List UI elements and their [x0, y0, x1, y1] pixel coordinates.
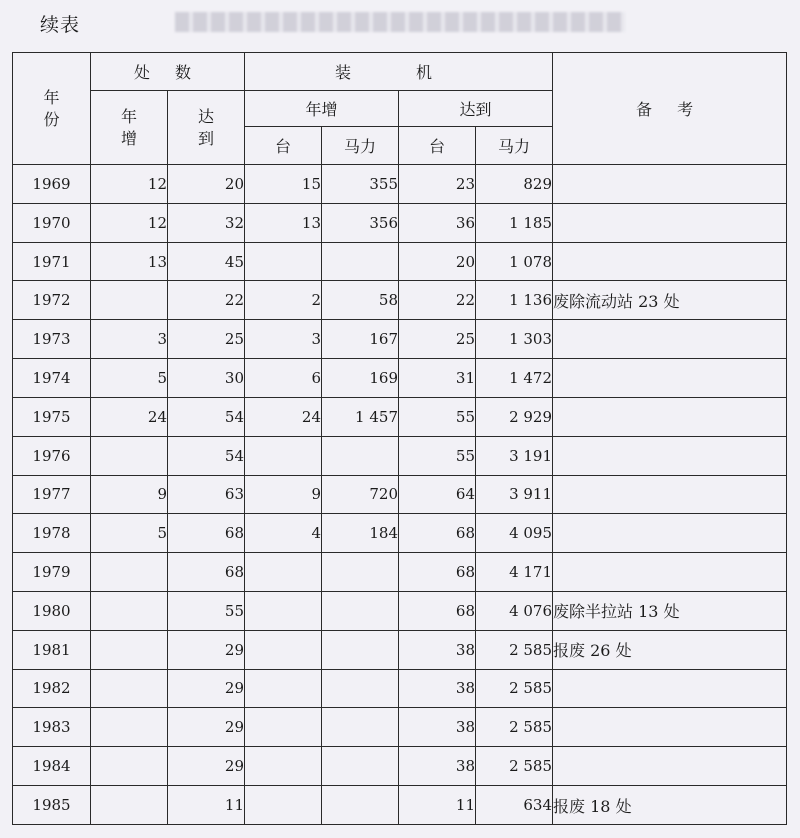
cell-cs-da-dao: 29: [168, 708, 245, 747]
cell-note: [553, 747, 787, 786]
header-nz-tai: 台: [245, 127, 322, 165]
cell-cs-nian-zeng: 5: [91, 359, 168, 398]
cell-cs-nian-zeng: [91, 786, 168, 825]
cell-year: 1970: [13, 203, 91, 242]
cell-note: 报废 26 处: [553, 630, 787, 669]
header-cs-da-dao: 达 到: [168, 91, 245, 165]
cell-cs-da-dao: 32: [168, 203, 245, 242]
table-row: [13, 514, 787, 553]
cell-cs-da-dao: 25: [168, 320, 245, 359]
cell-cs-da-dao: 63: [168, 475, 245, 514]
cell-note: [553, 165, 787, 204]
header-zhuang-ji: 装 机: [245, 53, 553, 91]
cell-note: 废除流动站 23 处: [553, 281, 787, 320]
cell-cs-da-dao: 29: [168, 669, 245, 708]
cell-cs-nian-zeng: [91, 436, 168, 475]
cell-note: [553, 475, 787, 514]
table-row: [13, 397, 787, 436]
header-year: 年 份: [13, 53, 91, 165]
cell-dd-tai: 64: [399, 475, 476, 514]
cell-nz-tai: [245, 242, 322, 281]
cell-dd-tai: 36: [399, 203, 476, 242]
cell-year: 1982: [13, 669, 91, 708]
cell-nz-ma-li: 356: [322, 203, 399, 242]
cell-nz-tai: [245, 553, 322, 592]
cell-year: 1981: [13, 630, 91, 669]
header-zj-nian-zeng: 年增: [245, 91, 399, 127]
cell-dd-ma-li: 2 585: [476, 669, 553, 708]
cell-nz-tai: [245, 708, 322, 747]
table-row: [13, 669, 787, 708]
cell-note: 废除半拉站 13 处: [553, 591, 787, 630]
cell-nz-tai: 3: [245, 320, 322, 359]
cell-dd-ma-li: 4 076: [476, 591, 553, 630]
header-cs-nian-zeng: 年 增: [91, 91, 168, 165]
cell-cs-nian-zeng: 5: [91, 514, 168, 553]
cell-cs-nian-zeng: [91, 553, 168, 592]
cell-note: [553, 359, 787, 398]
cell-nz-tai: 9: [245, 475, 322, 514]
cell-nz-tai: [245, 747, 322, 786]
cell-note: [553, 514, 787, 553]
cell-cs-da-dao: 30: [168, 359, 245, 398]
cell-cs-nian-zeng: [91, 281, 168, 320]
cell-cs-nian-zeng: [91, 591, 168, 630]
cell-dd-tai: 68: [399, 553, 476, 592]
cell-cs-da-dao: 55: [168, 591, 245, 630]
cell-note: 报废 18 处: [553, 786, 787, 825]
data-table: [12, 52, 787, 825]
cell-nz-ma-li: 1 457: [322, 397, 399, 436]
cell-year: 1972: [13, 281, 91, 320]
table-row: [13, 708, 787, 747]
cell-note: [553, 669, 787, 708]
cell-nz-ma-li: [322, 708, 399, 747]
cell-year: 1977: [13, 475, 91, 514]
cell-year: 1969: [13, 165, 91, 204]
table-row: [13, 630, 787, 669]
cell-dd-tai: 31: [399, 359, 476, 398]
cell-year: 1976: [13, 436, 91, 475]
cell-nz-ma-li: 720: [322, 475, 399, 514]
cell-dd-tai: 68: [399, 591, 476, 630]
cell-cs-nian-zeng: 13: [91, 242, 168, 281]
table-row: [13, 320, 787, 359]
table-row: [13, 281, 787, 320]
cell-dd-ma-li: 1 078: [476, 242, 553, 281]
table-row: [13, 165, 787, 204]
table-row: [13, 359, 787, 398]
cell-dd-tai: 22: [399, 281, 476, 320]
cell-cs-da-dao: 22: [168, 281, 245, 320]
cell-dd-tai: 38: [399, 747, 476, 786]
cell-nz-ma-li: [322, 591, 399, 630]
cell-dd-tai: 68: [399, 514, 476, 553]
table-row: [13, 475, 787, 514]
cell-dd-ma-li: 2 585: [476, 747, 553, 786]
cell-dd-tai: 55: [399, 436, 476, 475]
cell-dd-ma-li: 4 171: [476, 553, 553, 592]
cell-note: [553, 708, 787, 747]
header-bei-kao: 备 考: [553, 53, 787, 165]
cell-note: [553, 553, 787, 592]
cell-nz-ma-li: [322, 630, 399, 669]
cell-dd-ma-li: 1 185: [476, 203, 553, 242]
cell-note: [553, 242, 787, 281]
cell-note: [553, 203, 787, 242]
cell-nz-tai: [245, 786, 322, 825]
table-row: [13, 242, 787, 281]
bleed-through-text: [175, 12, 625, 32]
cell-cs-nian-zeng: 9: [91, 475, 168, 514]
cell-year: 1975: [13, 397, 91, 436]
cell-cs-da-dao: 20: [168, 165, 245, 204]
cell-nz-tai: [245, 436, 322, 475]
cell-nz-ma-li: 169: [322, 359, 399, 398]
cell-cs-nian-zeng: 3: [91, 320, 168, 359]
cell-nz-ma-li: 184: [322, 514, 399, 553]
cell-year: 1971: [13, 242, 91, 281]
table-body: [13, 165, 787, 825]
cell-nz-ma-li: [322, 553, 399, 592]
cell-dd-ma-li: 3 191: [476, 436, 553, 475]
header-chu-shu: 处 数: [91, 53, 245, 91]
table-header: [13, 53, 787, 165]
cell-nz-tai: 13: [245, 203, 322, 242]
cell-note: [553, 397, 787, 436]
cell-dd-tai: 20: [399, 242, 476, 281]
cell-cs-da-dao: 29: [168, 630, 245, 669]
cell-nz-ma-li: [322, 747, 399, 786]
cell-cs-da-dao: 54: [168, 436, 245, 475]
cell-dd-ma-li: 4 095: [476, 514, 553, 553]
cell-year: 1980: [13, 591, 91, 630]
cell-nz-tai: 6: [245, 359, 322, 398]
cell-dd-ma-li: 2 585: [476, 630, 553, 669]
cell-nz-tai: [245, 669, 322, 708]
cell-nz-ma-li: [322, 669, 399, 708]
header-zj-da-dao: 达到: [399, 91, 553, 127]
cell-cs-nian-zeng: [91, 708, 168, 747]
cell-year: 1983: [13, 708, 91, 747]
cell-cs-da-dao: 11: [168, 786, 245, 825]
table-row: [13, 591, 787, 630]
cell-dd-ma-li: 3 911: [476, 475, 553, 514]
cell-year: 1974: [13, 359, 91, 398]
cell-nz-tai: 24: [245, 397, 322, 436]
cell-nz-tai: [245, 630, 322, 669]
cell-dd-ma-li: 1 303: [476, 320, 553, 359]
table-caption: 续表: [40, 14, 81, 36]
header-dd-tai: 台: [399, 127, 476, 165]
cell-nz-tai: 15: [245, 165, 322, 204]
cell-dd-tai: 38: [399, 630, 476, 669]
cell-nz-tai: [245, 591, 322, 630]
cell-year: 1985: [13, 786, 91, 825]
table-row: [13, 203, 787, 242]
cell-nz-ma-li: [322, 786, 399, 825]
cell-nz-ma-li: 58: [322, 281, 399, 320]
cell-nz-ma-li: [322, 436, 399, 475]
table-row: [13, 747, 787, 786]
cell-dd-tai: 25: [399, 320, 476, 359]
cell-cs-da-dao: 29: [168, 747, 245, 786]
cell-note: [553, 320, 787, 359]
cell-nz-tai: 4: [245, 514, 322, 553]
cell-cs-nian-zeng: 12: [91, 203, 168, 242]
cell-cs-da-dao: 68: [168, 514, 245, 553]
cell-year: 1973: [13, 320, 91, 359]
cell-year: 1979: [13, 553, 91, 592]
table-row: [13, 553, 787, 592]
cell-cs-nian-zeng: 12: [91, 165, 168, 204]
header-nz-ma-li: 马力: [322, 127, 399, 165]
cell-nz-tai: 2: [245, 281, 322, 320]
cell-cs-da-dao: 54: [168, 397, 245, 436]
table-row: [13, 436, 787, 475]
cell-cs-nian-zeng: [91, 669, 168, 708]
cell-dd-tai: 38: [399, 708, 476, 747]
cell-dd-ma-li: 2 585: [476, 708, 553, 747]
cell-dd-tai: 38: [399, 669, 476, 708]
cell-dd-tai: 23: [399, 165, 476, 204]
cell-cs-nian-zeng: [91, 630, 168, 669]
cell-dd-ma-li: 1 136: [476, 281, 553, 320]
cell-nz-ma-li: 167: [322, 320, 399, 359]
cell-dd-tai: 55: [399, 397, 476, 436]
cell-cs-nian-zeng: [91, 747, 168, 786]
cell-cs-da-dao: 45: [168, 242, 245, 281]
cell-dd-ma-li: 634: [476, 786, 553, 825]
cell-year: 1978: [13, 514, 91, 553]
cell-note: [553, 436, 787, 475]
table-row: [13, 786, 787, 825]
cell-dd-tai: 11: [399, 786, 476, 825]
cell-dd-ma-li: 829: [476, 165, 553, 204]
cell-year: 1984: [13, 747, 91, 786]
cell-nz-ma-li: 355: [322, 165, 399, 204]
header-dd-ma-li: 马力: [476, 127, 553, 165]
cell-cs-nian-zeng: 24: [91, 397, 168, 436]
cell-dd-ma-li: 1 472: [476, 359, 553, 398]
cell-nz-ma-li: [322, 242, 399, 281]
cell-dd-ma-li: 2 929: [476, 397, 553, 436]
cell-cs-da-dao: 68: [168, 553, 245, 592]
